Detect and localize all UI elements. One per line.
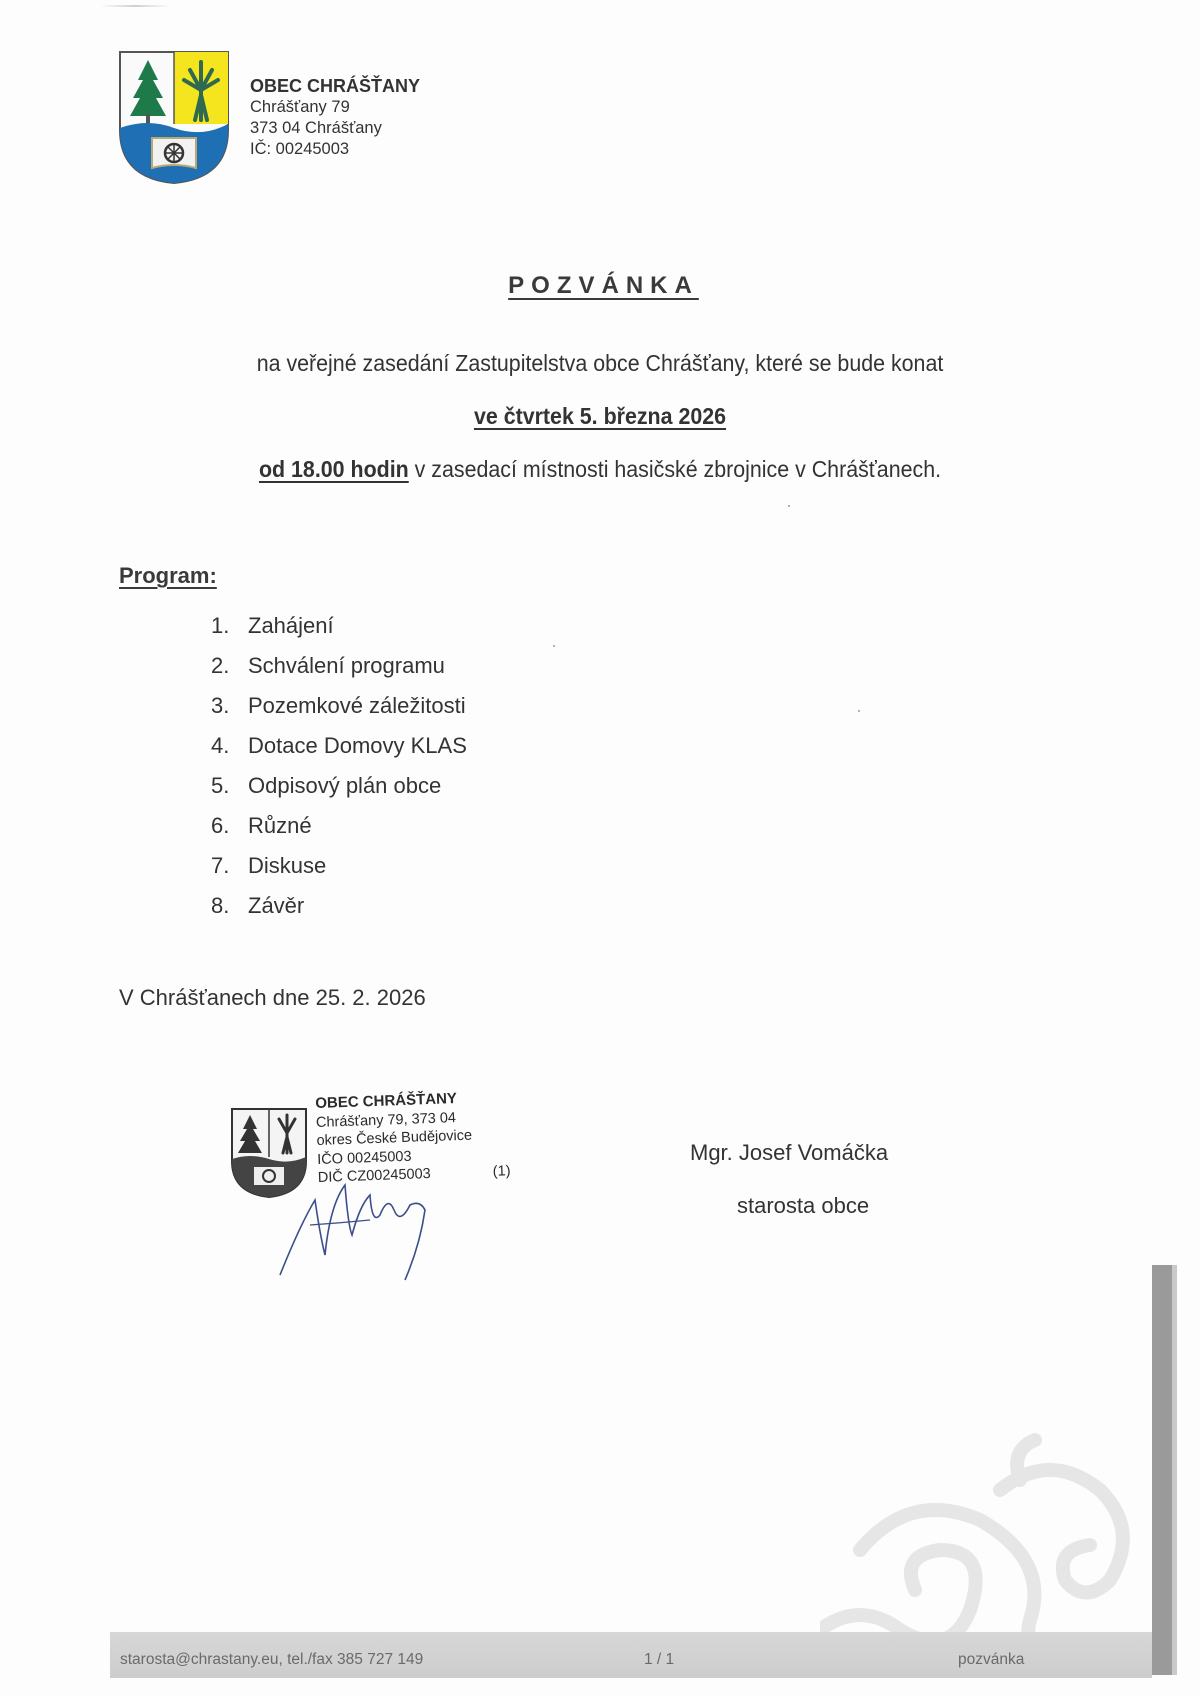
program-item: 3. Pozemkové záležitosti — [211, 693, 466, 718]
scan-speck — [553, 645, 555, 647]
signer-name: Mgr. Josef Vomáčka — [690, 1140, 889, 1165]
program-item: 7. Diskuse — [211, 853, 327, 878]
program-item: 1. Zahájení — [211, 613, 334, 638]
address-line-2: 373 04 Chrášťany — [250, 119, 382, 137]
program-item: 4. Dotace Domovy KLAS — [211, 733, 467, 758]
place-and-date: V Chrášťanech dne 25. 2. 2026 — [119, 985, 426, 1010]
program-item: 6. Různé — [211, 813, 312, 838]
program-item: 2. Schválení programu — [211, 653, 445, 678]
meeting-time-venue — [42, 456, 1158, 483]
meeting-date: ve čtvrtek 5. března 2026 — [473, 403, 727, 429]
program-label: Program: — [119, 563, 217, 588]
program-list — [211, 612, 467, 932]
meeting-time: od 18.00 hodin — [258, 456, 409, 482]
letterhead — [118, 50, 420, 185]
meeting-venue: v zasedací místnosti hasičské zbrojnice v Chrášťanech. — [408, 456, 942, 482]
scan-artifact-line — [100, 5, 170, 7]
program-item: 5. Odpisový plán obce — [211, 773, 442, 798]
signer-role: starosta obce — [737, 1193, 870, 1218]
org-name: OBEC CHRÁŠŤANY — [250, 76, 421, 96]
footer-page-number: 1 / 1 — [644, 1651, 675, 1668]
ornament-decoration — [820, 1430, 1150, 1660]
invitation-intro: na veřejné zasedání Zastupitelstva obce Chrášťany, které se bude konat — [256, 350, 944, 376]
footer-contact: starosta@chrastany.eu, tel./fax 385 727 149 — [120, 1651, 424, 1668]
coat-of-arms-icon — [118, 50, 230, 185]
side-bar-decoration — [1152, 1265, 1172, 1675]
program-item: 8. Závěr — [211, 893, 305, 918]
footer-document-type: pozvánka — [958, 1651, 1025, 1668]
scan-speck — [788, 505, 790, 507]
address-line-1: Chrášťany 79 — [250, 98, 350, 116]
scan-speck — [858, 710, 860, 712]
document-title: POZVÁNKA — [508, 272, 699, 299]
stamp-text: OBEC CHRÁŠŤANY Chrášťany 79, 373 04 okres České Budějovice IČO 00245003 DIČ CZ00245003 (1) — [315, 1090, 511, 1186]
official-stamp — [230, 1090, 511, 1275]
ico: IČ: 00245003 — [250, 140, 350, 158]
signature-scribble — [270, 1165, 450, 1285]
